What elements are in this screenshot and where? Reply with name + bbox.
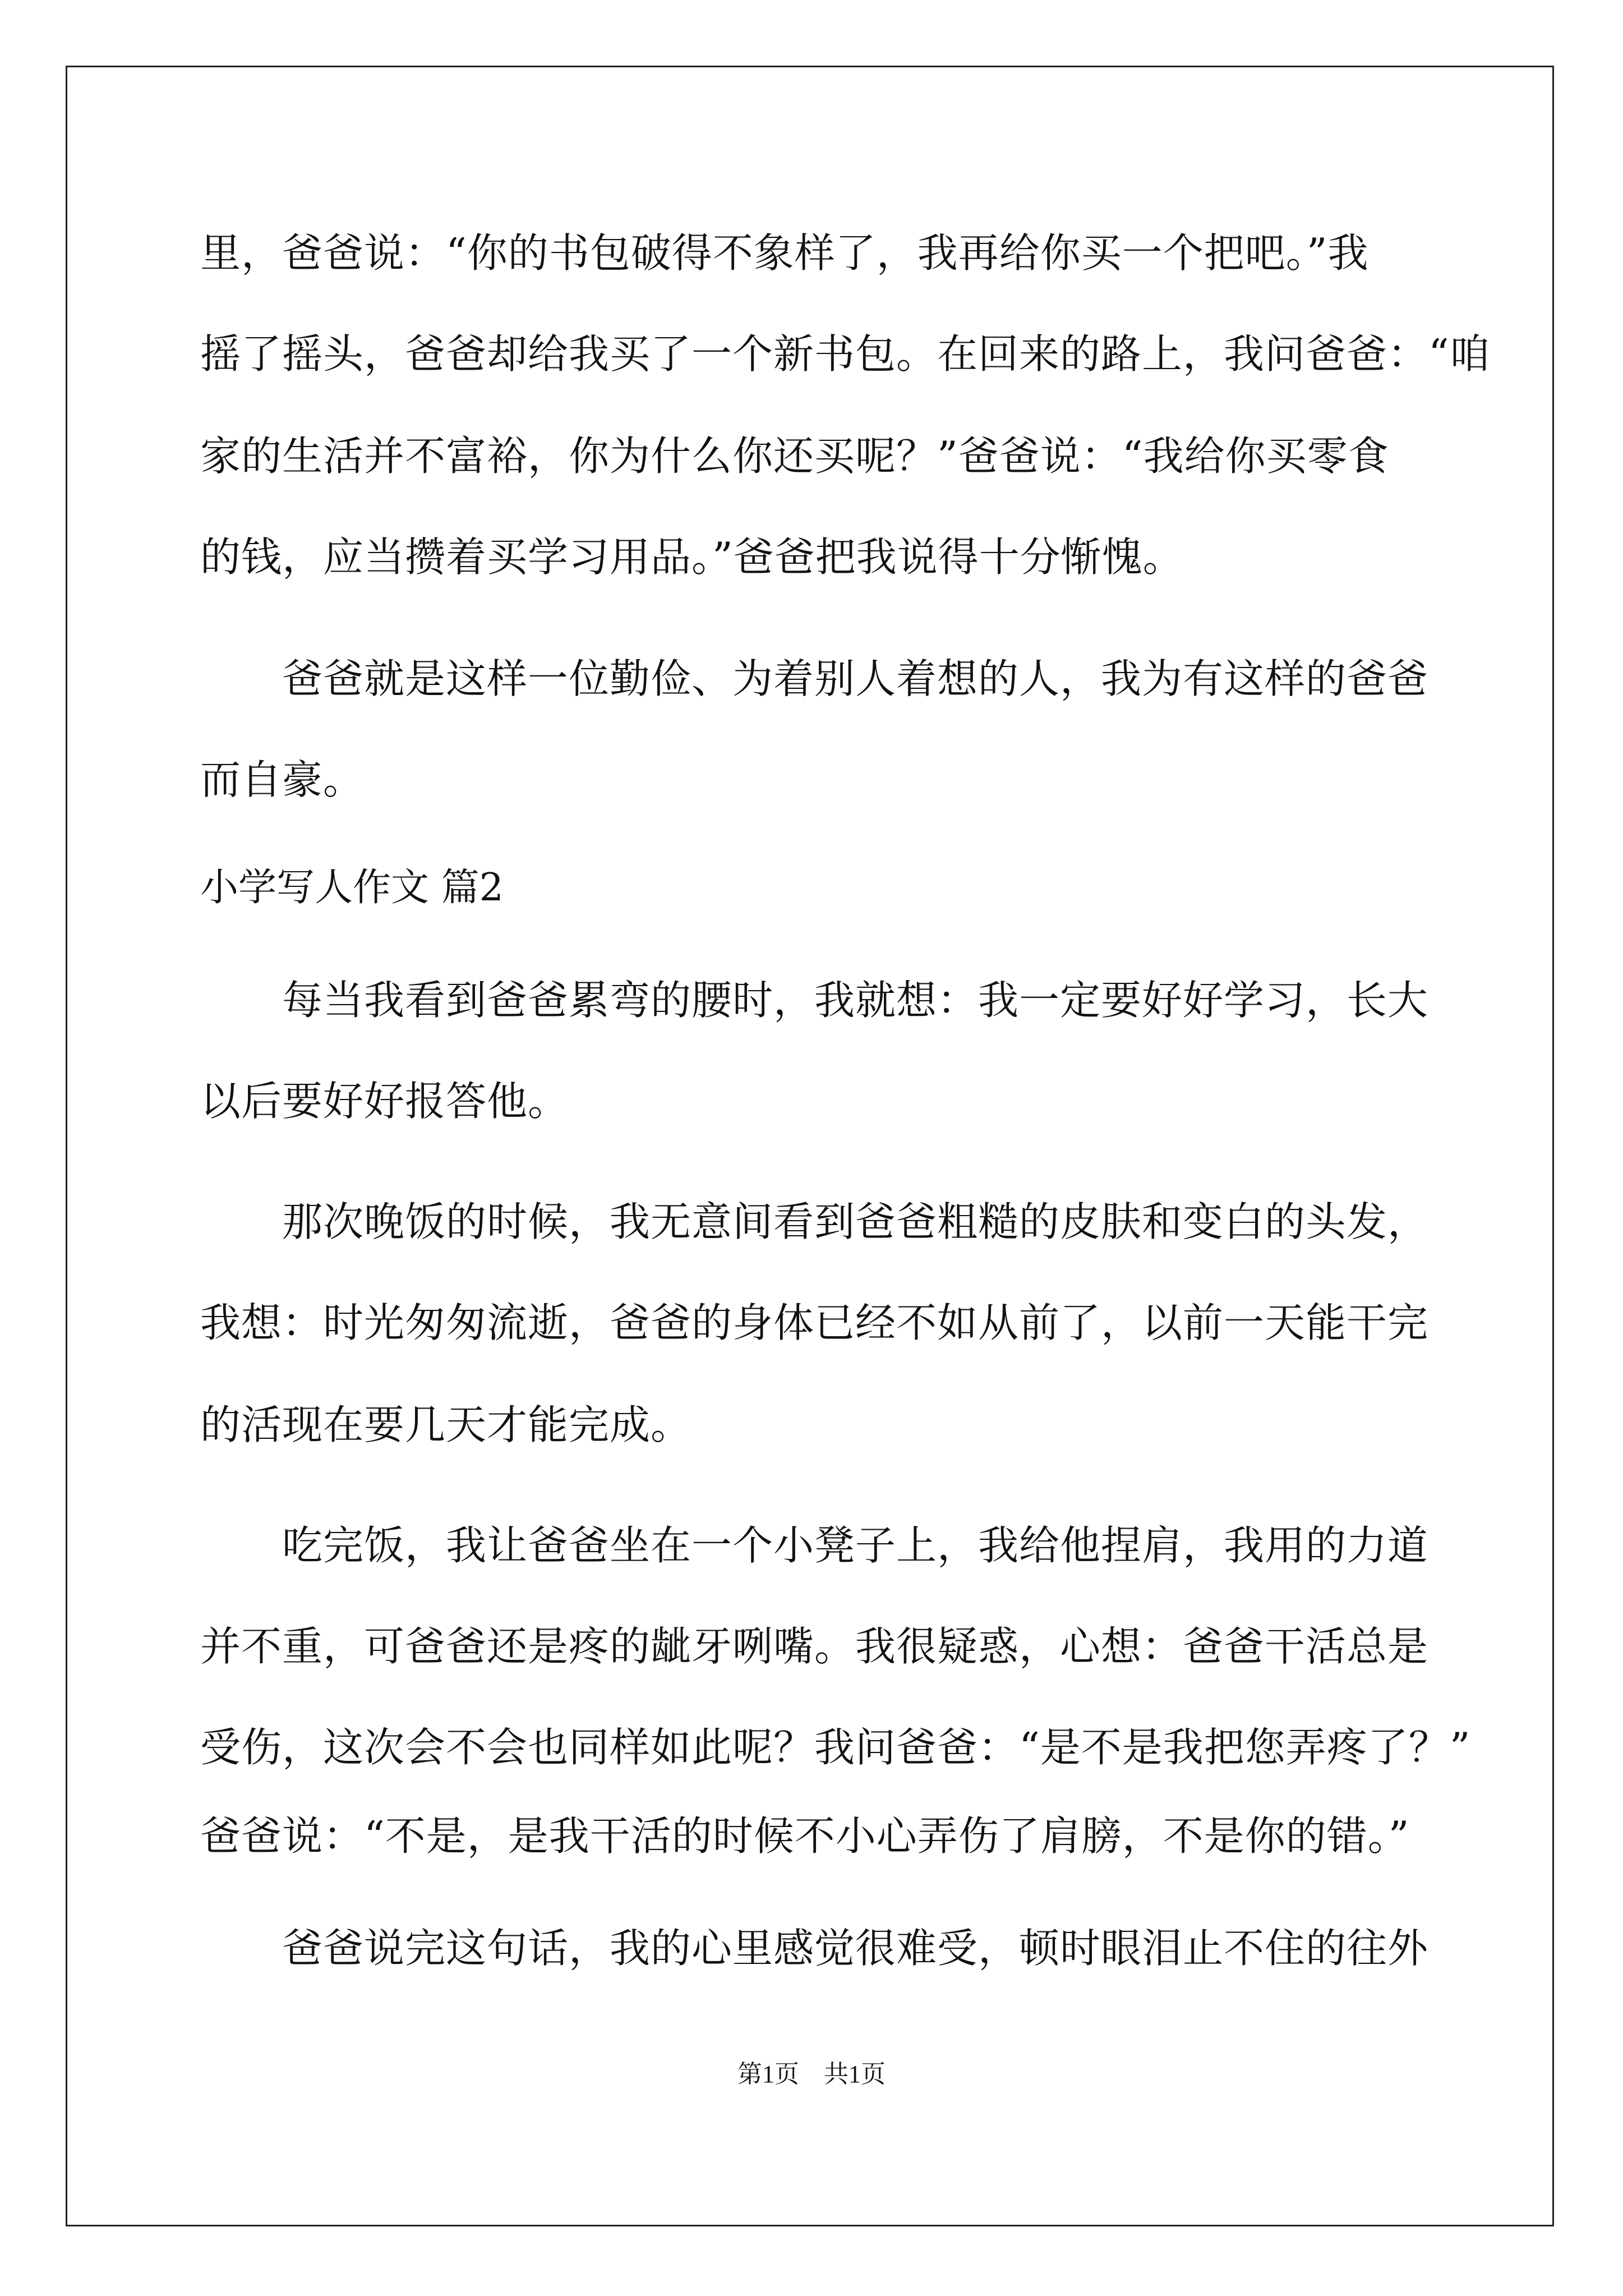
paragraph-line: 并不重，可爸爸还是疼的龇牙咧嘴。我很疑惑，心想：爸爸干活总是 (200, 1623, 1429, 1670)
paragraph-line: 吃完饭，我让爸爸坐在一个小凳子上，我给他捏肩，我用的力道 (200, 1522, 1429, 1569)
paragraph-line: 摇了摇头，爸爸却给我买了一个新书包。在回来的路上，我问爸爸：“咱 (200, 330, 1491, 378)
paragraph-line: 爸爸说：“不是，是我干活的时候不小心弄伤了肩膀，不是你的错。” (200, 1812, 1410, 1860)
paragraph-line: 那次晚饭的时候，我无意间看到爸爸粗糙的皮肤和变白的头发， (200, 1198, 1429, 1245)
paragraph-line: 里，爸爸说：“你的书包破得不象样了，我再给你买一个把吧。”我 (200, 229, 1369, 277)
paragraph-line: 家的生活并不富裕，你为什么你还买呢？”爸爸说：“我给你买零食 (200, 432, 1389, 480)
paragraph-line: 我想：时光匆匆流逝，爸爸的身体已经不如从前了，以前一天能干完 (200, 1299, 1429, 1346)
paragraph-line: 的活现在要几天才能完成。 (200, 1401, 692, 1448)
paragraph-line: 爸爸说完这句话，我的心里感觉很难受，顿时眼泪止不住的往外 (200, 1925, 1429, 1972)
paragraph-line: 以后要好好报答他。 (200, 1078, 569, 1125)
paragraph-line: 受伤，这次会不会也同样如此呢？我问爸爸：“是不是我把您弄疼了？” (200, 1724, 1471, 1771)
paragraph-line: 的钱，应当攒着买学习用品。”爸爸把我说得十分惭愧。 (200, 533, 1184, 581)
paragraph-line: 每当我看到爸爸累弯的腰时，我就想：我一定要好好学习，长大 (200, 977, 1429, 1024)
page-border (66, 66, 1554, 2226)
paragraph-line: 而自豪。 (200, 756, 365, 803)
section-heading: 小学写人作文 篇2 (200, 866, 504, 910)
page-number-footer: 第1页 共1页 (737, 2060, 886, 2088)
paragraph-line: 爸爸就是这样一位勤俭、为着别人着想的人，我为有这样的爸爸 (200, 655, 1429, 702)
